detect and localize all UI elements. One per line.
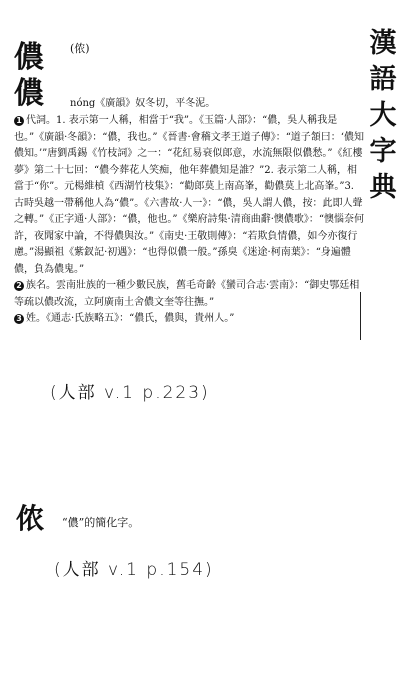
handwritten-reference-2: (人部 v.1 p.154) <box>54 560 214 580</box>
sense-number-1: 1 <box>14 116 24 126</box>
handwritten-reference-1: (人部 v.1 p.223) <box>50 383 210 403</box>
title-char: 語 <box>369 64 397 95</box>
sense-2-text: 族名。雲南壯族的一種少數民族，舊毛奇齡《蠻司合志·雲南》：“御史鄂廷相等疏以儂改流，立阿廣南土舍儂文奎等往撫。” <box>14 280 360 308</box>
sense-1 <box>14 113 364 278</box>
sense-1-text: 代詞。1. 表示第一人稱，相當于“我”。《玉篇·人部》：“儂，吳人稱我是也。”《廣韻·冬韻》：“儂，我也。”《晉書·會稽文孝王道子傳》：“道子頷曰：‘儂知儂知。’”唐劉禹錫《竹枝詞》之一：“花紅易衰似郎意，水流無限似儂愁。”《紅樓夢》第二十七回：“儂今葬花人笑痴，他年葬儂知是誰？”2. 表示第二人稱，相當于“你”。元楊維楨《西湖竹枝集》：“勸郎莫上南高峯，勸儂莫上北高峯。”3. 古時吳越一帶稱他人為“儂”。《六書故·人一》：“儂，吳人謂人儂，按：此即人聲之轉。”《正字通·人部》：“儂，他也。”《樂府詩集·清商曲辭·懊儂歌》：“懊惱奈何許，夜聞家中論，不得儂與汝。”《南史·王敬則傳》：“若欺負情儂，如今亦復行慮。”湯顯祖《紫釵記·初遇》：“也得似儂一般。”孫臭《迷途·柯南葉》：“身遍體儂，負為儂鬼。” <box>14 115 364 275</box>
entry-headword: 儂 <box>14 40 44 75</box>
title-char: 典 <box>369 172 397 203</box>
sense-number-3: 3 <box>14 314 24 324</box>
sense-2 <box>14 278 364 311</box>
dictionary-title <box>365 26 401 206</box>
simplified-note: “儂”的簡化字。 <box>62 516 140 529</box>
variant-tag: (侬) <box>70 42 90 55</box>
title-char: 字 <box>369 136 397 167</box>
entry-headword-traditional: 儂 <box>14 76 44 111</box>
sense-number-2: 2 <box>14 281 24 291</box>
simplified-headword: 侬 <box>16 502 45 535</box>
title-char: 漢 <box>369 28 397 59</box>
sense-3 <box>14 311 364 328</box>
title-char: 大 <box>369 100 397 131</box>
definition-body <box>14 113 364 328</box>
sense-3-text: 姓。《通志·氏族略五》：“儂氏，儂與，貴州人。” <box>26 313 235 324</box>
pronunciation: nóng《廣韻》奴冬切，平冬泥。 <box>70 98 216 109</box>
margin-bracket-mark <box>354 292 361 340</box>
